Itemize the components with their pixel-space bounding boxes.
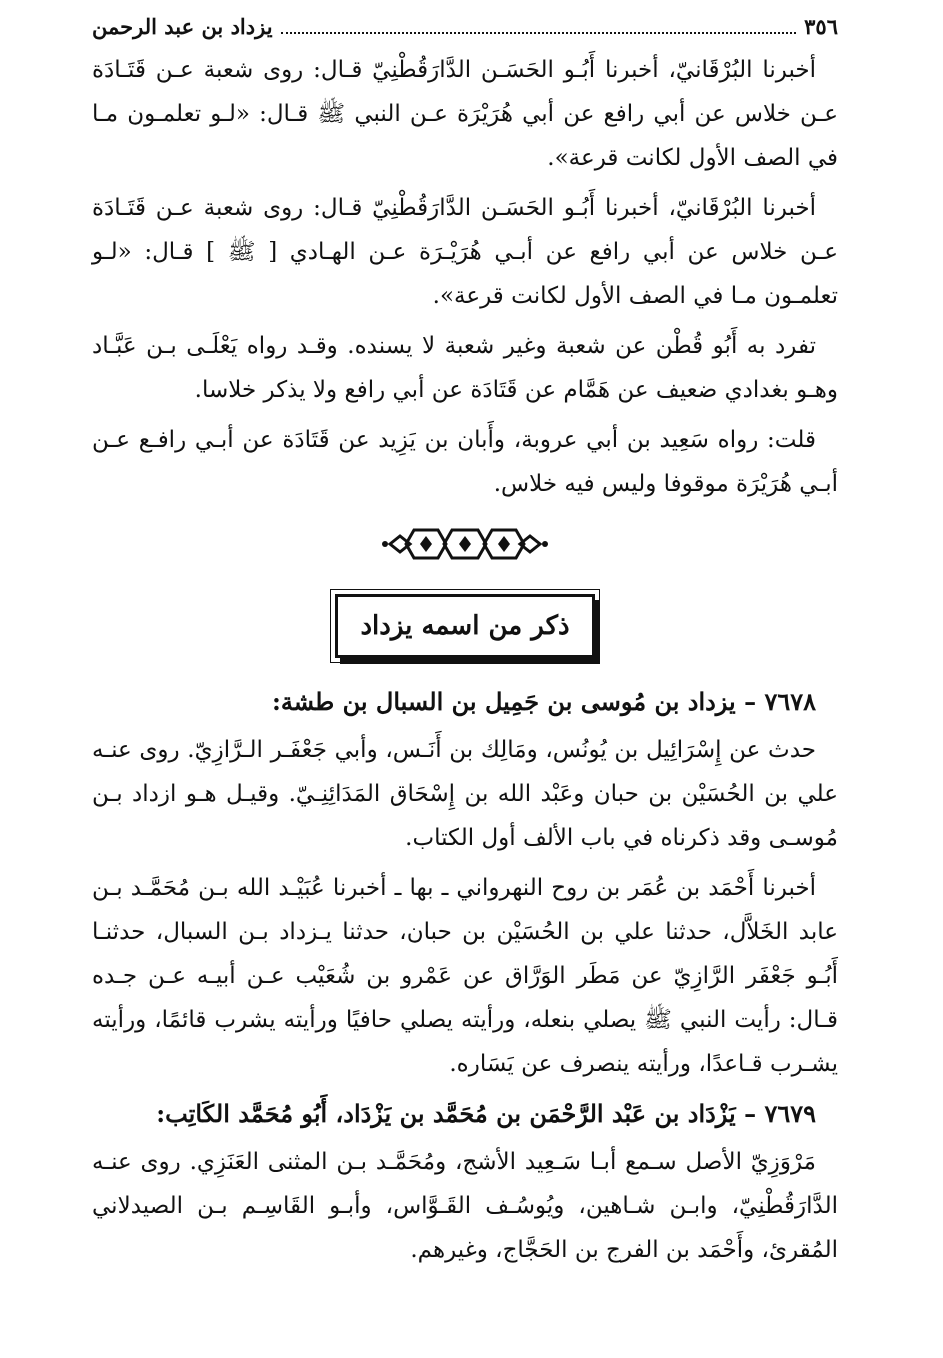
section-title: ذكر من اسمه يزداد <box>335 594 594 658</box>
chain-ornament-icon <box>380 522 550 566</box>
paragraph: أخبرنا أَحْمَد بن عُمَر بن روح النهرواني ـ بها ـ أخبرنا عُبَيْـد الله بـن مُحَمَّـد بـن عابد الخَلاَّل، حدثنا علي بن الحُسَيْن بن حبان، حدثنا يـزداد بـن السبال، حدثنـا أَبُـو جَعْفَر الرَّازِيّ عن مَطَر الوَرَّاق عن عَمْرو بن شُعَيْب عـن أبيـه عـن جـده قـال: رأيت النبي ﷺ يصلي بنعله، ورأيته يصلي حافيًا ورأيته يشرب قائمًا، ورأيته يشـرب قـاعدًا، ورأيته ينصرف عن يَسَاره. <box>92 875 838 1077</box>
ornament-divider <box>92 522 838 566</box>
paragraph: حدث عن إِسْرَائِيل بن يُونُس، ومَالِك بن أَنَـس، وأبي جَعْفَـر الـرَّازِيّ. روى عنـه علي بن الحُسَيْن بن حبان وعَبْد الله بن إِسْحَاق المَدَائِنِـيّ. وقيـل هـو ازداد بـن مُوسـى وقد ذكرناه في باب الألف أول الكتاب. <box>92 737 838 851</box>
running-title: يزداد بن عبد الرحمن <box>92 14 273 39</box>
paragraph: أخبرنا البُرْقَانيّ، أخبرنا أَبُـو الحَسَـن الدَّارَقُطْنِيّ قـال: روى شعبة عـن قَتَـادَة عـن خلاس عن أبي رافع عن أبـي هُرَيْـرَة عـن الهـادي [ ﷺ ] قـال: «لـو تعلمـون مـا في الصف الأول لكانت قرعة». <box>92 195 838 309</box>
paragraph: تفرد به أَبُو قُطْن عن شعبة وغير شعبة لا يسنده. وقـد رواه يَعْلَـى بـن عَبَّـاد وهـو بغدادي ضعيف عن هَمَّام عن قَتَادَة عن أبي رافع ولا يذكر خلاسا. <box>92 333 838 403</box>
paragraph: أخبرنا البُرْقَانيّ، أخبرنا أَبُـو الحَسَـن الدَّارَقُطْنِيّ قـال: روى شعبة عـن قَتَـادَة عـن خلاس عن أبي رافع عن أبي هُرَيْرَة عـن النبي ﷺ قـال: «لـو تعلمـون مـا في الصف الأول لكانت قرعة». <box>92 57 838 171</box>
paragraph: مَرْوَزِيّ الأصل سـمع أبـا سَـعِيد الأشج، ومُحَمَّـد بـن المثنى العَنَزِي. روى عنـه الدَّارَقُطْنِيّ، وابـن شـاهين، ويُوسُـف القَـوَّاس، وأبـو القَاسِـم بـن الصيدلاني المُقرئ، وأَحْمَد بن الفرج بن الحَجَّاج، وغيرهم. <box>92 1149 838 1263</box>
section-title-frame <box>92 594 838 658</box>
entry-heading: ٧٦٧٨ – يزداد بن مُوسى بن جَمِيل بن السبال بن طشة: <box>272 687 816 716</box>
paragraph: قلت: رواه سَعِيد بن أبي عروبة، وأَبان بن يَزِيد عن قَتَادَة عن أبـي رافـع عـن أبـي هُرَيْرَة موقوفا وليس فيه خلاس. <box>92 427 838 497</box>
header-dots-divider <box>281 14 797 34</box>
entry-heading: ٧٦٧٩ – يَزْدَاد بن عَبْد الرَّحْمَن بن مُحَمَّد بن يَزْدَاد، أَبُو مُحَمَّد الكَاتِب: <box>156 1099 816 1128</box>
page-number: ٣٥٦ <box>804 14 838 39</box>
document-page <box>92 10 838 1278</box>
page-header <box>92 10 838 44</box>
